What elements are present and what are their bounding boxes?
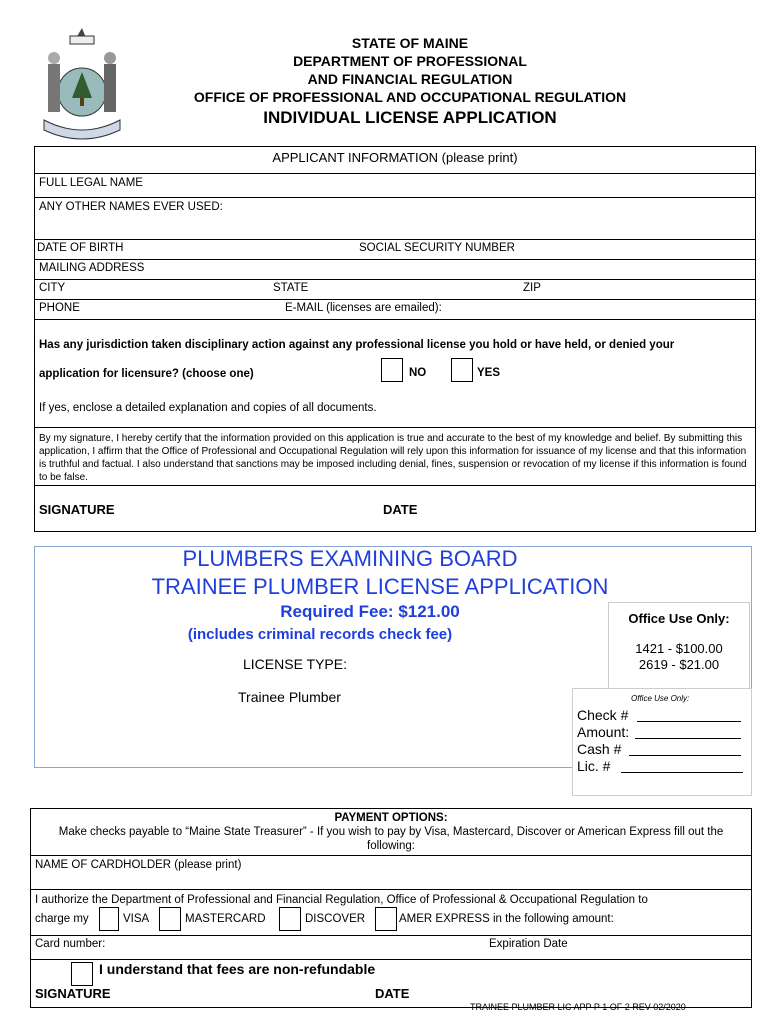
no-checkbox[interactable]	[381, 358, 403, 382]
state-label: STATE	[273, 282, 309, 294]
mastercard-checkbox[interactable]	[159, 907, 181, 931]
cardholder-field[interactable]	[31, 855, 751, 889]
payment-signature-label: SIGNATURE	[35, 986, 111, 1001]
phone-label: PHONE	[39, 302, 80, 314]
disciplinary-section	[35, 319, 755, 427]
footer-form-id: TRAINEE PLUMBER LIC APP P 1 OF 2 REV 02/2020	[470, 1002, 686, 1012]
certification-text: By my signature, I hereby certify that the information provided on this application is true and accurate to the best of my knowledge and belief. By submitting this application, I affirm that the Office of Professional and Occupational Regulation will rely upon this information for issuance of my license and that this information is truthful and factual. I also understand that sanctions may be imposed including denial, fines, suspension or revocation of my license if this information is found to be false.	[39, 433, 747, 483]
applicant-heading: APPLICANT INFORMATION (please print)	[272, 150, 518, 165]
office-use-title: Office Use Only:	[628, 611, 730, 626]
fee-code-1: 1421 - $100.00	[635, 641, 723, 656]
certification-section	[35, 427, 755, 485]
application-title: TRAINEE PLUMBER LICENSE APPLICATION	[151, 574, 609, 599]
header-office: OFFICE OF PROFESSIONAL AND OCCUPATIONAL REGULATION	[193, 89, 627, 105]
page-title: INDIVIDUAL LICENSE APPLICATION	[263, 108, 557, 127]
visa-label: VISA	[123, 913, 150, 925]
fee-note: (includes criminal records check fee)	[187, 626, 453, 643]
nonrefundable-checkbox[interactable]	[71, 962, 93, 986]
other-names-field[interactable]	[35, 197, 755, 239]
payment-heading: PAYMENT OPTIONS:	[334, 812, 448, 824]
mailing-label: MAILING ADDRESS	[39, 262, 145, 274]
if-yes-note: If yes, enclose a detailed explanation and copies of all documents.	[39, 402, 377, 414]
disciplinary-question: Has any jurisdiction taken disciplinary action against any professional license you hold or have held, or denied your	[39, 339, 675, 351]
full-name-field[interactable]	[35, 173, 755, 199]
amex-checkbox[interactable]	[375, 907, 397, 931]
applicant-section	[34, 146, 756, 532]
yes-label: YES	[477, 367, 501, 379]
cash-number-label: Cash #	[577, 741, 622, 757]
ssn-label: SOCIAL SECURITY NUMBER	[359, 242, 515, 254]
office-payment-box	[572, 688, 752, 796]
card-number-label: Card number:	[35, 938, 106, 950]
amount-line[interactable]	[635, 738, 741, 739]
check-number-label: Check #	[577, 707, 629, 723]
payment-date-label: DATE	[375, 986, 410, 1001]
date-label: DATE	[383, 502, 418, 517]
card-number-row[interactable]	[31, 935, 751, 959]
license-type-label: LICENSE TYPE:	[243, 656, 348, 672]
payment-instructions: Make checks payable to “Maine State Treasurer” - If you wish to pay by Visa, Mastercard, Discover or American Express fill out the following:	[58, 826, 724, 852]
yes-checkbox[interactable]	[451, 358, 473, 382]
payment-section	[30, 808, 752, 1008]
license-type-value: Trainee Plumber	[238, 689, 341, 705]
full-name-label: FULL LEGAL NAME	[39, 177, 143, 189]
cash-number-line[interactable]	[629, 755, 741, 756]
office-use-box	[608, 602, 750, 696]
fee-code-2: 2619 - $21.00	[638, 657, 720, 672]
mailing-address-field[interactable]	[35, 259, 755, 279]
check-number-line[interactable]	[637, 721, 741, 722]
license-number-line[interactable]	[621, 772, 743, 773]
charge-my-label: charge my	[35, 913, 89, 925]
other-names-label: ANY OTHER NAMES EVER USED:	[39, 201, 223, 213]
expiration-label: Expiration Date	[489, 938, 568, 950]
state-seal	[30, 24, 134, 144]
city-state-zip-row[interactable]	[35, 279, 755, 299]
amount-label: Amount:	[577, 724, 630, 740]
header-department: DEPARTMENT OF PROFESSIONAL	[293, 53, 527, 69]
dob-label: DATE OF BIRTH	[37, 242, 124, 254]
office-use-small: Office Use Only:	[631, 694, 690, 703]
signature-row[interactable]	[35, 485, 755, 533]
header-state: STATE OF MAINE	[351, 35, 469, 51]
license-number-label: Lic. #	[577, 758, 611, 774]
disciplinary-question-cont: application for licensure? (choose one)	[39, 368, 254, 380]
cardholder-label: NAME OF CARDHOLDER (please print)	[35, 859, 242, 871]
signature-label: SIGNATURE	[39, 502, 115, 517]
mastercard-label: MASTERCARD	[185, 913, 266, 925]
zip-label: ZIP	[523, 282, 541, 294]
discover-label: DISCOVER	[305, 913, 366, 925]
phone-email-row[interactable]	[35, 299, 755, 319]
amex-label: AMER EXPRESS in the following amount:	[399, 913, 614, 925]
authorize-text: I authorize the Department of Professional and Financial Regulation, Office of Professional & Occupational Regulation to	[35, 894, 648, 906]
authorize-row	[31, 889, 751, 935]
required-fee: Required Fee: $121.00	[280, 602, 460, 621]
discover-checkbox[interactable]	[279, 907, 301, 931]
visa-checkbox[interactable]	[99, 907, 119, 931]
dob-ssn-row[interactable]	[35, 239, 755, 259]
no-label: NO	[409, 367, 427, 379]
board-name: PLUMBERS EXAMINING BOARD	[182, 546, 518, 571]
header-regulation: AND FINANCIAL REGULATION	[307, 71, 513, 87]
email-label: E-MAIL (licenses are emailed):	[285, 302, 442, 314]
city-label: CITY	[39, 282, 66, 294]
nonrefundable-label: I understand that fees are non-refundable	[99, 961, 376, 977]
